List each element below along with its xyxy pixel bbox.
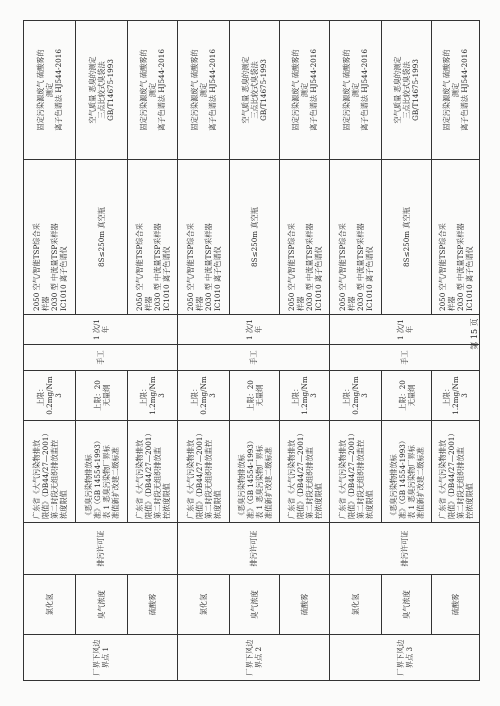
method-cell: 2050 空气/智能TSP综合采 样器 2030 型 中流量TSP采样器 IC1010 离子色谱仪 <box>178 160 230 315</box>
standard-law-cell: 《恶臭污染物排放标 准》（GB 14554-1993） 表 1 恶臭污染物厂界标 准值新扩改建二级标准 <box>76 421 128 523</box>
analysis-standard-cell: 固定污染源废气 硫酸雾的 测定 离子色谱法 HJ544-2016 <box>178 21 230 160</box>
rotated-table-wrapper <box>23 21 479 681</box>
site-cell: 厂界下风边界点 2 <box>178 635 330 681</box>
pollutant-cell: 硫酸雾 <box>280 575 330 635</box>
site-cell: 厂界下风边界点 1 <box>24 635 178 681</box>
standard-law-cell: 广东省《大气污染物排放 限值》（DB44/27—2001） 第二时段无组织排放监 控浓度限值 <box>432 421 480 523</box>
pollutant-cell: 氯化氢 <box>178 575 230 635</box>
pollutant-cell: 硫酸雾 <box>128 575 178 635</box>
limit-cell: 上限： 1.2mg/Nm 3 <box>128 371 178 421</box>
standard-law-cell: 广东省《大气污染物排放 限值》（DB44/27—2001） 第二时段无组织排放监 控浓度限值 <box>128 421 178 523</box>
mode-cell: 手工 <box>178 345 330 371</box>
method-cell: 2050 空气/智能TSP综合采 样器 2030 型 中流量TSP采样器 IC1010 离子色谱仪 <box>280 160 330 315</box>
limit-cell: 上限：20 无量纲 <box>76 371 128 421</box>
method-cell: 8S≤250m 真空瓶 <box>76 160 128 315</box>
analysis-standard-cell: 空气质量 恶臭的测定 三点比较式臭袋法 GB/T14675-1993 <box>230 21 280 160</box>
limit-cell: 上限： 0.2mg/Nm 3 <box>24 371 76 421</box>
analysis-standard-cell: 固定污染源废气 硫酸雾的 测定 离子色谱法 HJ544-2016 <box>280 21 330 160</box>
table-row <box>24 21 76 681</box>
frequency-cell: 1 次/1 年 <box>24 315 178 345</box>
monitoring-table <box>23 20 480 681</box>
pollutant-cell: 臭气浓度 <box>76 575 128 635</box>
method-cell: 8S≤250m 真空瓶 <box>230 160 280 315</box>
table-row <box>330 21 382 681</box>
analysis-standard-cell: 空气质量 恶臭的测定 三点比较式臭袋法 GB/T14675-1993 <box>76 21 128 160</box>
analysis-standard-cell: 固定污染源废气 硫酸雾的 测定 离子色谱法 HJ544-2016 <box>24 21 76 160</box>
limit-cell: 上限：20 无量纲 <box>382 371 432 421</box>
permit-cell: 排污许可证 <box>24 523 178 575</box>
analysis-standard-cell: 空气质量 恶臭的测定 三点比较式臭袋法 GB/T14675-1993 <box>382 21 432 160</box>
limit-cell: 上限：20 无量纲 <box>230 371 280 421</box>
standard-law-cell: 《恶臭污染物排放标 准》（GB 14554-1993） 表 1 恶臭污染物厂界标 准值新扩改建二级标准 <box>230 421 280 523</box>
limit-cell: 上限： 1.2mg/Nm 3 <box>280 371 330 421</box>
page-number: 第 15 页 <box>470 318 479 350</box>
pollutant-cell: 臭气浓度 <box>230 575 280 635</box>
method-cell: 2050 空气/智能TSP综合采 样器 2030 型 中流量TSP采样器 IC1010 离子色谱仪 <box>432 160 480 315</box>
analysis-standard-cell: 固定污染源废气 硫酸雾的 测定 离子色谱法 HJ544-2016 <box>432 21 480 160</box>
pollutant-cell: 氯化氢 <box>24 575 76 635</box>
method-cell: 8S≤250m 真空瓶 <box>382 160 432 315</box>
frequency-cell: 1 次/1 年 <box>330 315 480 345</box>
analysis-standard-cell: 固定污染源废气 硫酸雾的 测定 离子色谱法 HJ544-2016 <box>128 21 178 160</box>
table-row <box>178 21 230 681</box>
limit-cell: 上限： 0.2mg/Nm 3 <box>178 371 230 421</box>
frequency-cell: 1 次/1 年 <box>178 315 330 345</box>
permit-cell: 排污许可证 <box>330 523 480 575</box>
method-cell: 2050 空气/智能TSP综合采 样器 2030 型 中流量TSP采样器 IC1010 离子色谱仪 <box>24 160 76 315</box>
pollutant-cell: 硫酸雾 <box>432 575 480 635</box>
standard-law-cell: 《恶臭污染物排放标 准》（GB 14554-1993） 表 1 恶臭污染物厂界标 准值新扩改建二级标准 <box>382 421 432 523</box>
pollutant-cell: 臭气浓度 <box>382 575 432 635</box>
standard-law-cell: 广东省《大气污染物排放 限值》（DB44/27—2001） 第二时段无组织排放监控 浓度限值 <box>24 421 76 523</box>
mode-cell: 手工 <box>24 345 178 371</box>
method-cell: 2050 空气/智能TSP综合采 样器 2030 型 中流量TSP采样器 IC1010 离子色谱仪 <box>128 160 178 315</box>
limit-cell: 上限： 1.2mg/Nm 3 <box>432 371 480 421</box>
limit-cell: 上限： 0.2mg/Nm 3 <box>330 371 382 421</box>
standard-law-cell: 广东省《大气污染物排放 限值》（DB44/27—2001） 第二时段无组织排放监控 浓度限值 <box>330 421 382 523</box>
standard-law-cell: 广东省《大气污染物排放 限值》（DB44/27—2001） 第二时段无组织排放监控 浓度限值 <box>178 421 230 523</box>
mode-cell: 手工 <box>330 345 480 371</box>
standard-law-cell: 广东省《大气污染物排放 限值》（DB44/27—2001） 第二时段无组织排放监 控浓度限值 <box>280 421 330 523</box>
site-cell: 厂界下风边界点 3 <box>330 635 480 681</box>
pollutant-cell: 氯化氢 <box>330 575 382 635</box>
analysis-standard-cell: 固定污染源废气 硫酸雾的 测定 离子色谱法 HJ544-2016 <box>330 21 382 160</box>
method-cell: 2050 空气/智能TSP综合采 样器 2030 型 中流量TSP采样器 IC1010 离子色谱仪 <box>330 160 382 315</box>
permit-cell: 排污许可证 <box>178 523 330 575</box>
